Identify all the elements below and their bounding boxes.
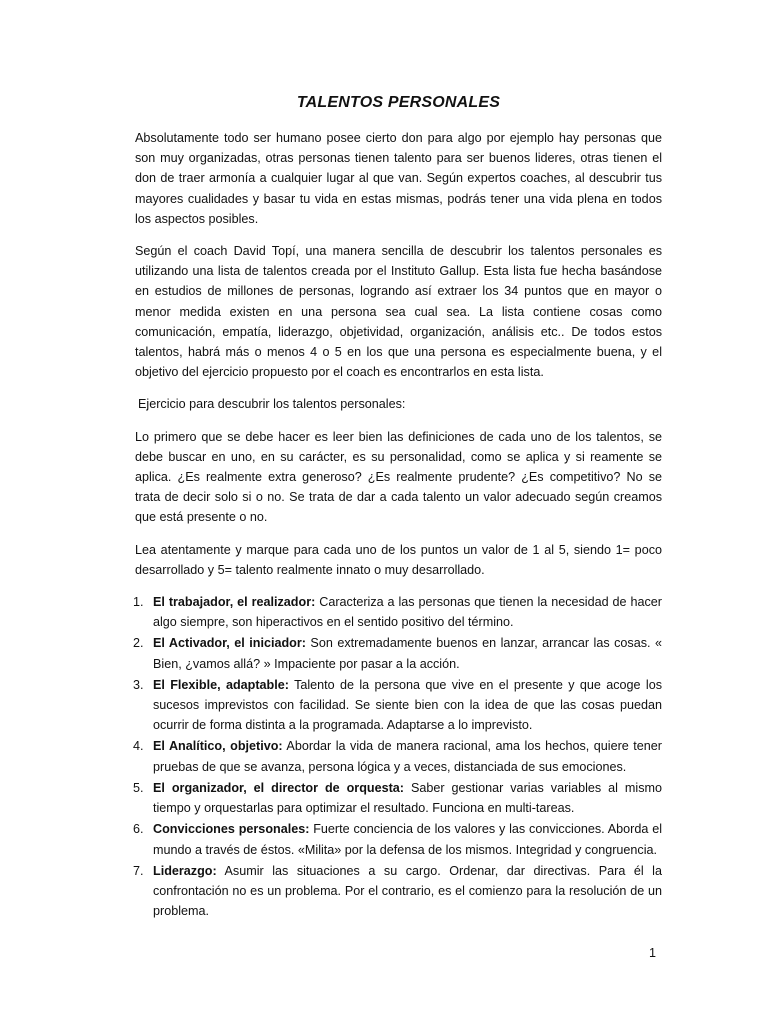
list-item-number: 7. xyxy=(133,863,144,878)
talent-description: Talento de la persona que vive en el presente y que acoge los sucesos imprevistos con facilidad. Se siente bien con la idea de que las cosas puedan ocurrir de forma distinta a la programada. Adaptarse a lo imprevisto. xyxy=(153,677,662,733)
list-item-number: 5. xyxy=(133,780,144,795)
talent-description: Caracteriza a las personas que tienen la necesidad de hacer algo siempre, son hiperactivos en el sentido positivo del término. xyxy=(153,595,663,630)
list-item-number: 4. xyxy=(133,739,144,754)
talent-term: Liderazgo: xyxy=(153,863,217,878)
talent-term: El Analítico, objetivo: xyxy=(153,739,283,754)
instructions-paragraph: Lo primero que se debe hacer es leer bien las definiciones de cada uno de los talentos, se debe buscar en uno, en su carácter, es su personalidad, como se aplica y si reamente se aplica. ¿Es realmente extra generoso? ¿Es realmente prudente? ¿Es competitivo? No se trata de decir solo si o no. Se trata de dar a cada talento un valor adecuado según creamos que está presente o no. xyxy=(135,429,662,525)
list-item-number: 3. xyxy=(133,677,144,692)
talent-term: El Activador, el iniciador: xyxy=(153,636,306,651)
intro-paragraph: Absolutamente todo ser humano posee cierto don para algo por ejemplo hay personas que son muy organizadas, otras personas tienen talento para ser buenos lideres, otras tienen el don de traer armonía a cualquier lugar al que van. Según expertos coaches, al descubrir tus mayores cualidades y basar tu vida en estas mismas, podrás tener una vida plena en todos los aspectos posibles. xyxy=(135,131,662,226)
talent-term: El organizador, el director de orquesta: xyxy=(153,780,404,795)
talent-term: El trabajador, el realizador: xyxy=(153,595,316,610)
talent-description: Fuerte conciencia de los valores y las convicciones. Aborda el mundo a través de éstos. «Milita» por la defensa de los mismos. Integridad y congruencia. xyxy=(153,822,662,857)
list-item-number: 1. xyxy=(133,595,144,610)
talent-description: Saber gestionar varias variables al mismo tiempo y orquestarlas para optimizar el resultado. Funciona en multi-tareas. xyxy=(153,780,662,816)
rating-paragraph: Lea atentamente y marque para cada uno de los puntos un valor de 1 al 5, siendo 1= poco desarrollado y 5= talento realmente innato o muy desarrollado. xyxy=(135,542,662,577)
list-item xyxy=(135,592,662,632)
talent-term: Convicciones personales: xyxy=(153,822,310,837)
talents-list xyxy=(135,592,662,921)
talent-term: El Flexible, adaptable: xyxy=(153,677,289,692)
list-item xyxy=(135,675,662,736)
list-item-number: 6. xyxy=(133,822,144,837)
talent-description: Son extremadamente buenos en lanzar, arrancar las cosas. « Bien, ¿vamos allá? » Impaciente por pasar a la acción. xyxy=(153,636,663,671)
talent-description: Abordar la vida de manera racional, ama los hechos, quiere tener pruebas de que se avanza, persona lógica y a veces, distanciada de sus emociones. xyxy=(153,739,662,774)
talent-description: Asumir las situaciones a su cargo. Ordenar, dar directivas. Para él la confrontación no es un problema. Por el contrario, es el comienzo para la resolución de un problema. xyxy=(153,863,662,919)
list-item xyxy=(135,861,662,922)
exercise-heading: Ejercicio para descubrir los talentos personales: xyxy=(138,397,406,412)
document-body xyxy=(135,92,662,922)
list-item xyxy=(135,778,662,818)
list-item xyxy=(135,633,662,673)
gallup-paragraph: Según el coach David Topí, una manera sencilla de descubrir los talentos personales es utilizando una lista de talentos creada por el Instituto Gallup. Esta lista fue hecha basándose en estudios de millones de personas, logrando así extraer los 34 puntos que en mayor o menor medida existen en una persona sea cual sea. La lista contiene cosas como comunicación, empatía, liderazgo, objetividad, organización, análisis etc.. De todos estos talentos, habrá más o menos 4 o 5 en los que una persona es especialmente buena, y el objetivo del ejercicio propuesto por el coach es encontrarlos en esta lista. xyxy=(135,244,662,380)
document-title: TALENTOS PERSONALES xyxy=(296,94,501,111)
list-item-number: 2. xyxy=(133,636,144,651)
list-item xyxy=(135,736,662,776)
page-number: 1 xyxy=(649,946,657,960)
list-item xyxy=(135,819,662,859)
